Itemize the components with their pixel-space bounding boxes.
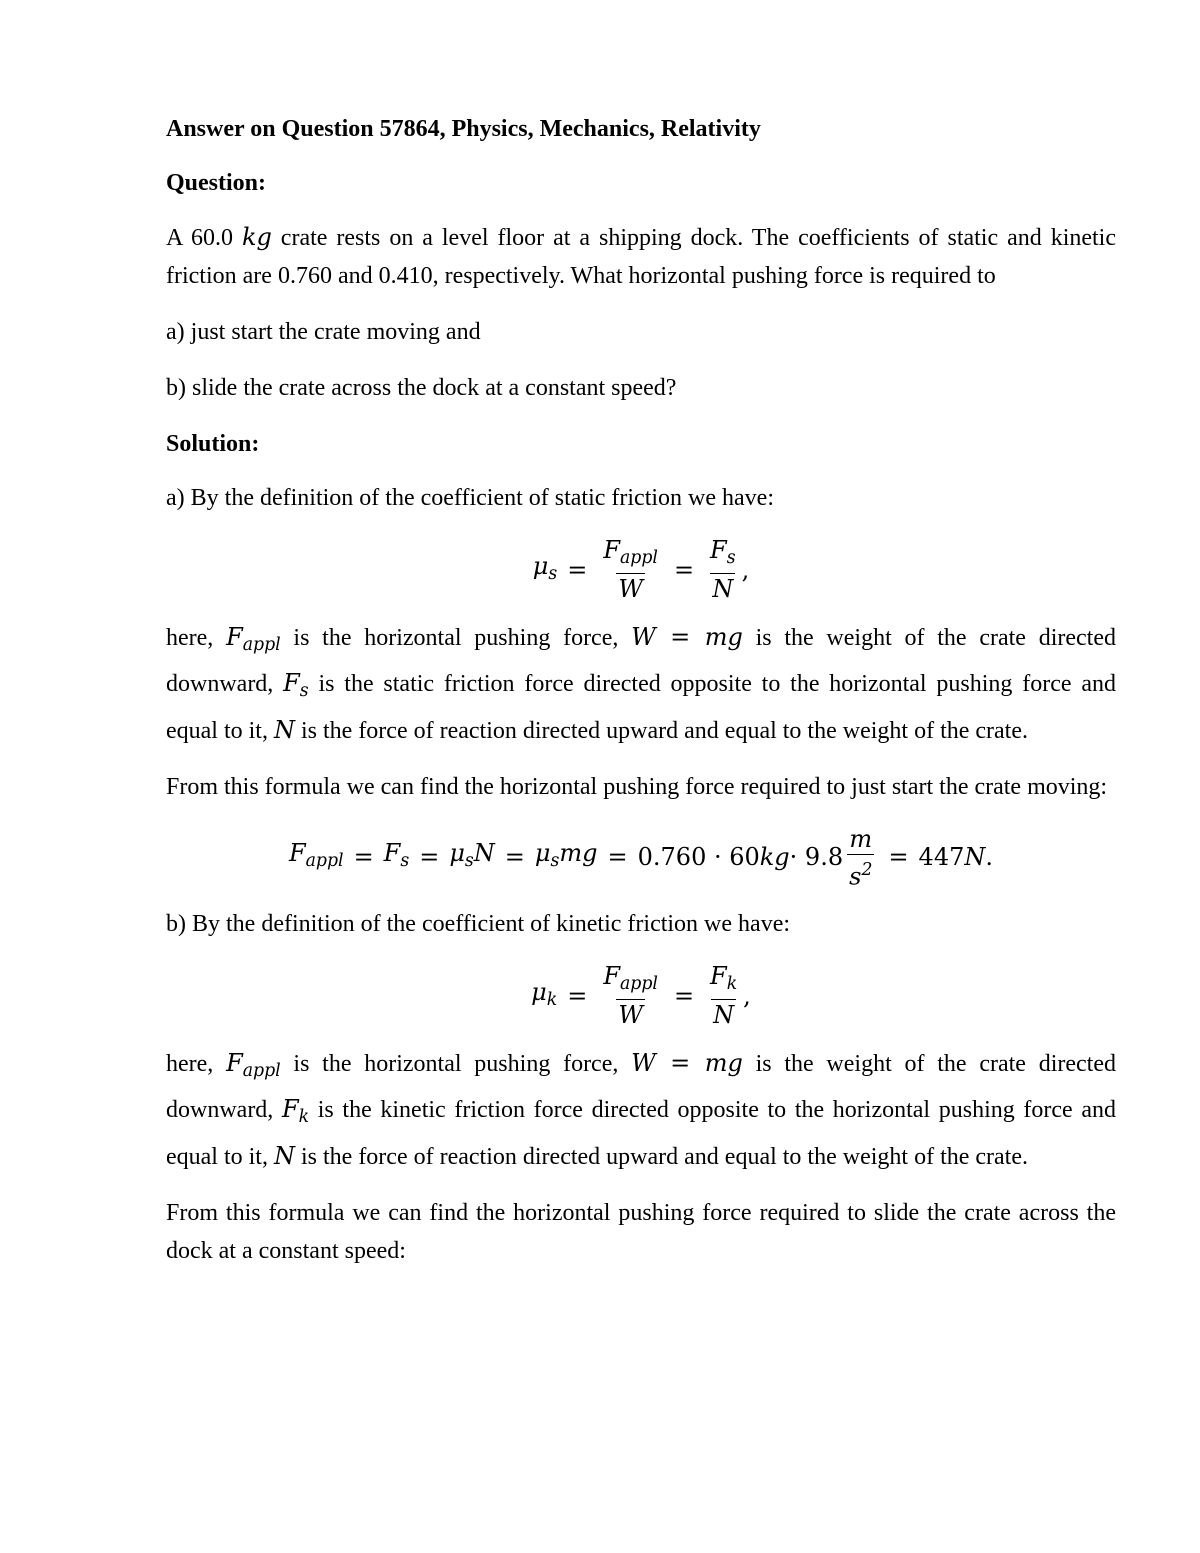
question-heading: Question: [166, 170, 267, 196]
equation-static: $\mu_s$ = $\frac{F_{appl}}{W}$ = $\frac{F_s}{N}$ , [532, 536, 750, 604]
question-part-a: a) just start the crate moving and [166, 319, 481, 345]
solution-b-from: From this formula we can find the horizontal pushing force required to slide the crate across the dock at a constant speed: [166, 1199, 1116, 1264]
equation-static-result: $F_{appl}$ = $F_s$ = $\mu_sN$ = $\mu_smg$ = 0.760 · 60 kg · 9.8 $\frac{m}{s^2}$ = 447 N . [288, 824, 993, 891]
solution-a-from: From this formula we can find the horizontal pushing force required to just start the crate moving: [166, 773, 1108, 800]
equation-kinetic: $\mu_k$ = $\frac{F_{appl}}{W}$ = $\frac{F_k}{N}$ , [531, 962, 751, 1030]
question-text: A 60.0 kg crate rests on a level floor at a shipping dock. The coefficients of static and kinetic friction are 0.760 and 0.410, respectively. What horizontal pushing force is required to [166, 223, 1117, 289]
document-page [166, 110, 1116, 1288]
solution-a-explanation: here, $F_{appl}$ is the horizontal pushing force, W = mg is the weight of the crate directed downward, $F_s$ is the static friction force directed opposite to the horizontal pushing force and equal to it, N is the force of reaction directed upward and equal to the weight of the crate. [166, 623, 1116, 744]
document-title: Answer on Question 57864, Physics, Mechanics, Relativity [166, 116, 761, 142]
question-part-b: b) slide the crate across the dock at a constant speed? [166, 375, 677, 401]
solution-a-intro: a) By the definition of the coefficient of static friction we have: [166, 485, 775, 511]
solution-b-explanation: here, $F_{appl}$ is the horizontal pushing force, W = mg is the weight of the crate directed downward, $F_k$ is the kinetic friction force directed opposite to the horizontal pushing force and equal to it, N is the force of reaction directed upward and equal to the weight of the crate. [166, 1049, 1116, 1170]
solution-b-intro: b) By the definition of the coefficient of kinetic friction we have: [166, 911, 791, 938]
solution-heading: Solution: [166, 431, 260, 457]
